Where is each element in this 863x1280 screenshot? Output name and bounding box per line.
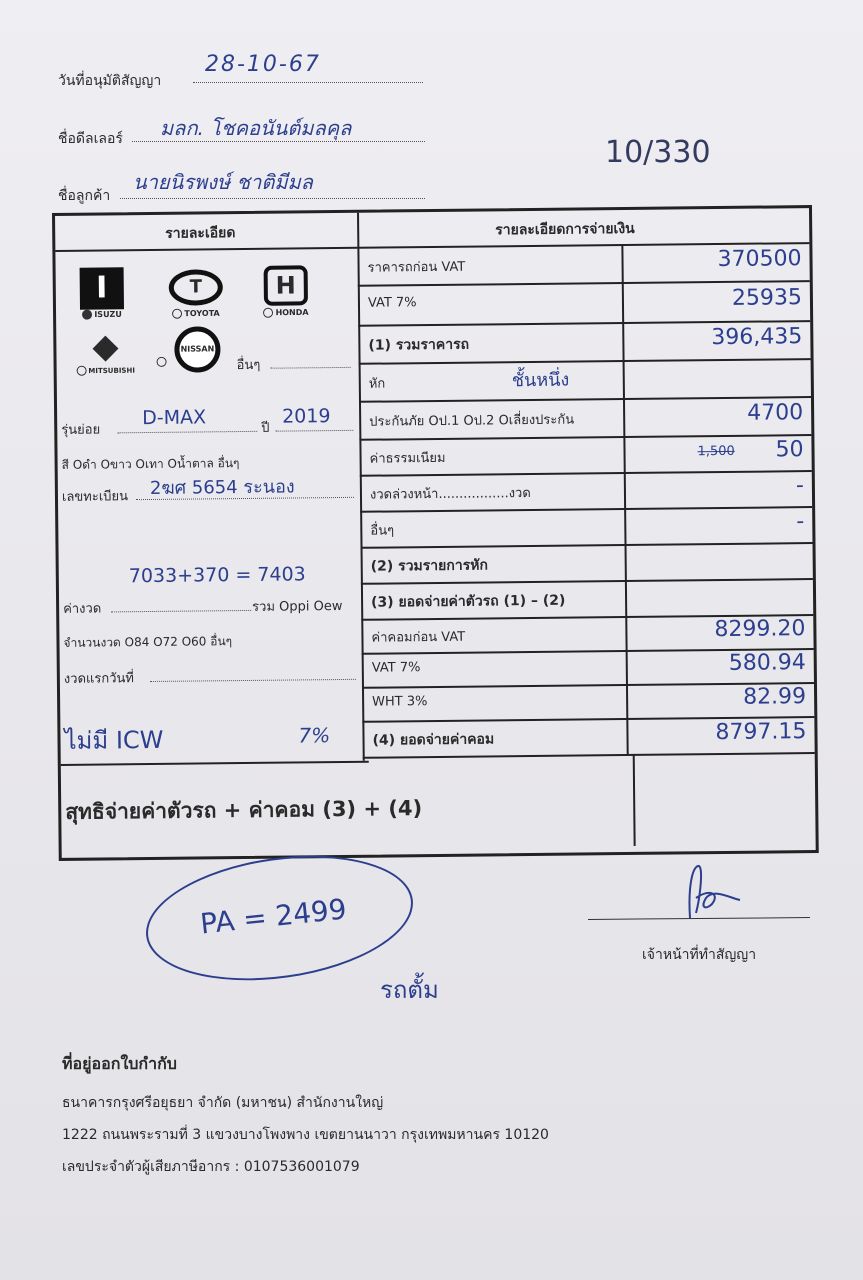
approval-date-value: 28-10-67 <box>205 52 321 77</box>
payment-row-label: ประกันภัย Oป.1 Oป.2 Oเลี่ยงประกัน <box>369 412 575 430</box>
plate-label: เลขทะเบียน <box>61 489 129 505</box>
toyota-name: TOYOTA <box>184 308 220 319</box>
plate-value: 2ฆศ 5654 ระนอง <box>149 476 295 499</box>
note-percent: 7% <box>298 723 331 748</box>
note-handwritten: ไม่มี ICW <box>64 725 164 755</box>
payment-row-label: (1) รวมราคารถ <box>368 336 470 354</box>
payment-row-divider <box>360 506 812 513</box>
signature-label: เจ้าหน้าที่ทำสัญญา <box>642 947 757 963</box>
first-due-label: งวดแรกวันที่ <box>63 671 135 687</box>
installment-value: 7033+370 = 7403 <box>128 563 306 588</box>
isuzu-name: ISUZU <box>94 309 122 320</box>
payment-row-divider <box>359 434 811 441</box>
year-value: 2019 <box>282 405 331 428</box>
dealer-label: ชื่อดีลเลอร์ <box>58 131 123 147</box>
payment-row-value: 50 <box>775 437 804 463</box>
payment-row-label: ค่าคอมก่อน VAT <box>371 629 466 646</box>
payment-row-divider <box>359 396 811 403</box>
nissan-mark-icon: NISSAN <box>174 326 220 372</box>
model-value: D-MAX <box>142 406 207 430</box>
mitsubishi-radio[interactable] <box>76 366 86 376</box>
payment-row-label: งวดล่วงหน้า.................งวด <box>369 486 531 503</box>
payment-row-label: หัก <box>368 376 386 392</box>
net-total-label: สุทธิจ่ายค่าตัวรถ + ค่าคอม (3) + (4) <box>65 796 423 824</box>
invoice-line-2: 1222 ถนนพระรามที่ 3 แขวงบางโพงพาง เขตยานนาวา กรุงเทพมหานคร 10120 <box>62 1127 549 1143</box>
payment-row-label: WHT 3% <box>372 694 428 710</box>
payment-row-label: ค่าธรรมเนียม <box>369 450 446 467</box>
model-label: รุ่นย่อย <box>61 422 101 438</box>
invoice-line-1: ธนาคารกรุงศรีอยุธยา จำกัด (มหาชน) สำนักงานใหญ่ <box>62 1095 384 1111</box>
payment-row-label: VAT 7% <box>371 660 421 676</box>
honda-name: HONDA <box>275 307 309 318</box>
pa-annotation: PA = 2499 <box>198 892 349 941</box>
isuzu-logo <box>72 267 133 320</box>
payment-row-value: 8299.20 <box>714 616 806 643</box>
color-label: สี Oดำ Oขาว Oเทา Oน้ำตาล อื่นๆ <box>61 456 240 472</box>
other-brand-label: อื่นๆ <box>236 357 261 374</box>
details-heading: รายละเอียด <box>165 225 236 242</box>
customer-label: ชื่อลูกค้า <box>58 188 111 204</box>
payment-row-divider <box>359 358 811 365</box>
honda-logo <box>246 265 327 318</box>
mitsubishi-logo <box>70 327 140 376</box>
toyota-logo <box>156 266 237 319</box>
invoice-line-3: เลขประจำตัวผู้เสียภาษีอากร : 0107536001079 <box>62 1159 360 1175</box>
extra-note: รถตั้ม <box>380 976 439 1004</box>
nissan-radio[interactable] <box>157 357 167 367</box>
payment-row-label: (3) ยอดจ่ายค่าตัวรถ (1) – (2) <box>371 592 566 611</box>
payment-row-struck-value: 1,500 <box>697 443 735 460</box>
payment-row-divider <box>361 578 813 585</box>
mitsubishi-mark-icon: ◆ <box>92 326 119 367</box>
approval-date-label: วันที่อนุมัติสัญญา <box>58 73 162 89</box>
isuzu-mark-icon: I <box>80 267 124 309</box>
approval-date-line <box>193 82 423 83</box>
payment-row-divider <box>360 470 812 477</box>
payment-row-value: 580.94 <box>728 650 806 676</box>
payment-row-value: 25935 <box>731 285 803 311</box>
toyota-radio[interactable] <box>172 309 182 319</box>
payment-row-value: - <box>796 509 805 535</box>
payment-row-label: (2) รวมรายการหัก <box>370 557 488 575</box>
toyota-mark-icon: T <box>169 269 223 306</box>
payment-row-note: ชั้นหนึ่ง <box>511 369 570 392</box>
payment-row-value: 82.99 <box>742 684 807 710</box>
customer-value: นายนิรพงษ์ ชาติมีมล <box>133 170 313 194</box>
contract-table <box>52 205 819 861</box>
payment-row-divider <box>361 542 813 549</box>
reference-number: 10/330 <box>605 135 711 170</box>
payment-row-value: 396,435 <box>711 324 803 351</box>
installment-label: ค่างวด <box>63 601 102 617</box>
payment-row-value: 8797.15 <box>715 719 807 746</box>
isuzu-radio[interactable] <box>82 310 92 320</box>
term-label: จำนวนงวด O84 O72 O60 อื่นๆ <box>63 634 233 650</box>
honda-mark-icon: H <box>264 265 308 305</box>
honda-radio[interactable] <box>263 308 273 318</box>
year-label: ปี <box>261 420 270 436</box>
payment-row-label: ราคารถก่อน VAT <box>367 259 466 276</box>
nissan-logo <box>156 326 226 373</box>
payment-heading: รายละเอียดการจ่ายเงิน <box>495 220 635 239</box>
mitsubishi-name: MITSUBISHI <box>88 366 135 376</box>
payment-row-label: อื่นๆ <box>370 523 395 539</box>
customer-line <box>120 198 425 199</box>
installment-suffix: รวม Oppi Oew <box>252 598 343 615</box>
payment-row-label: (4) ยอดจ่ายค่าคอม <box>372 731 495 749</box>
invoice-heading: ที่อยู่ออกใบกำกับ <box>62 1054 177 1073</box>
payment-row-value: 4700 <box>747 400 804 426</box>
dealer-value: มลก. โชคอนันต์มลคุล <box>160 116 352 140</box>
payment-row-value: 370500 <box>717 246 802 273</box>
payment-row-label: VAT 7% <box>367 295 417 311</box>
payment-row-value: - <box>795 473 805 499</box>
